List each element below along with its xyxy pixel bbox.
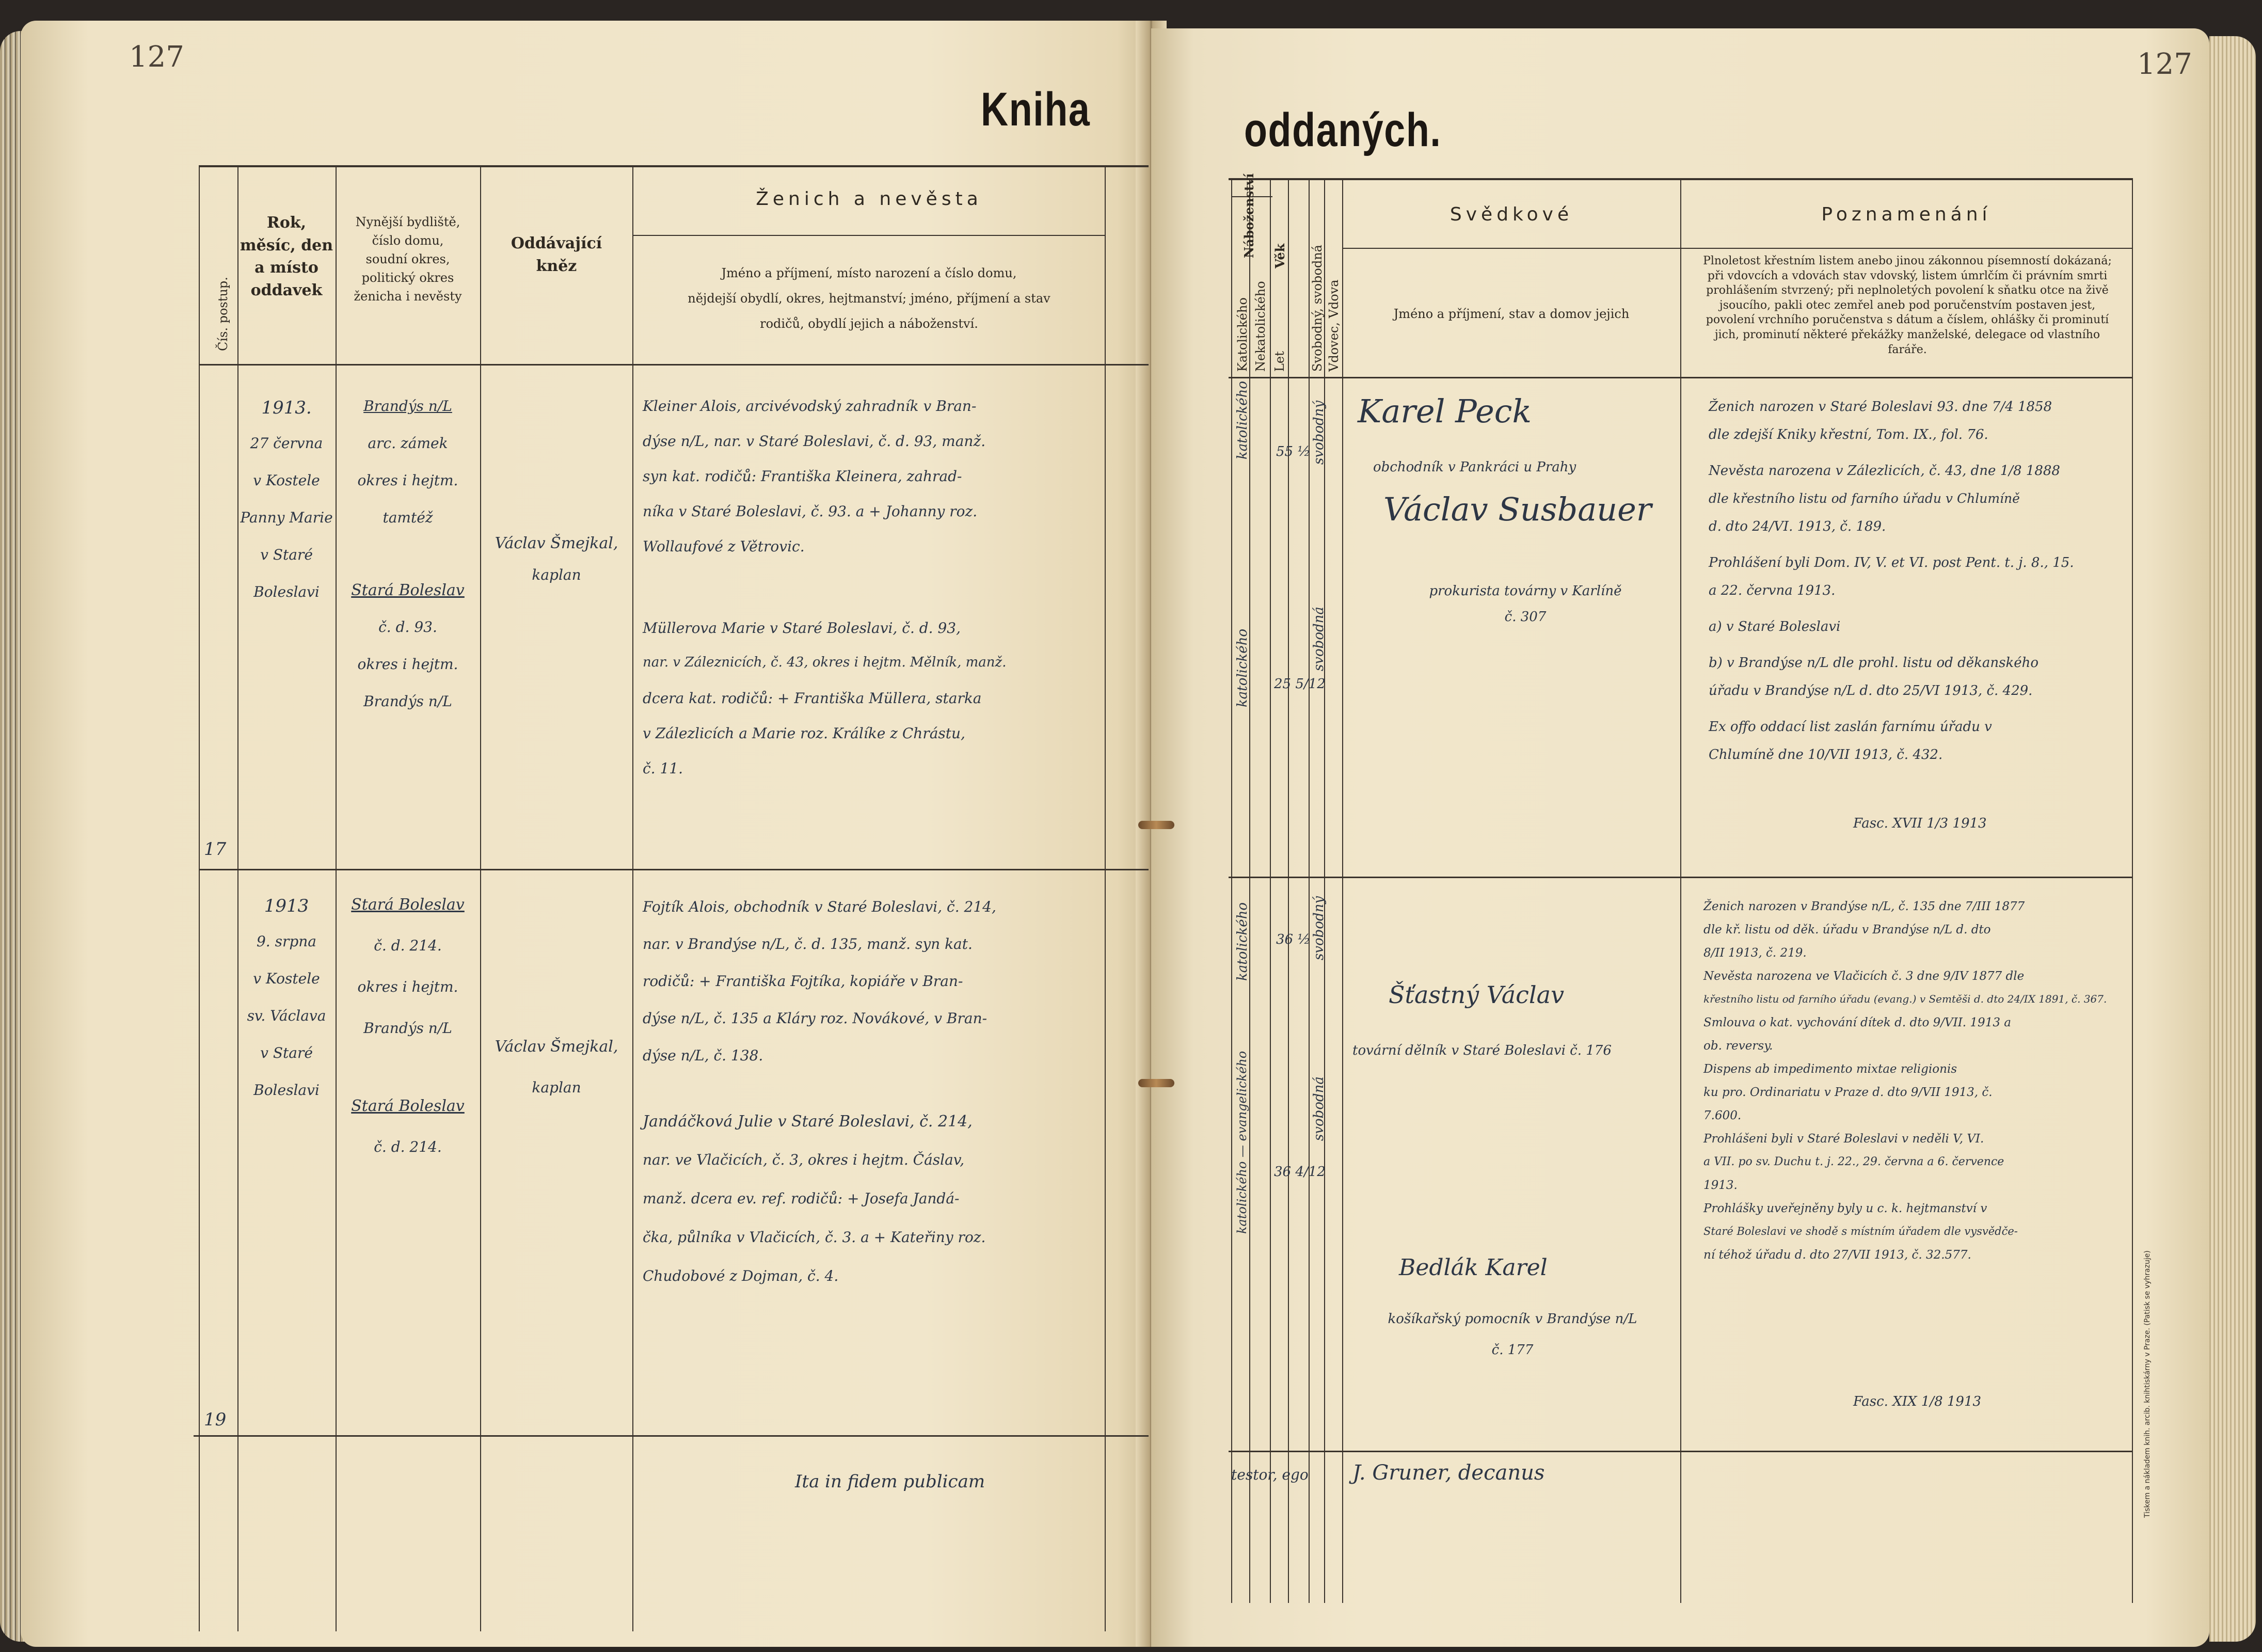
- fasc-reference: Fasc. XIX 1/8 1913: [1853, 1394, 1982, 1409]
- groom-line: níka v Staré Boleslavi, č. 93. a + Johanny roz.: [643, 503, 978, 520]
- residence-line: tamtéž: [383, 509, 433, 526]
- priest-line: kaplan: [532, 566, 581, 583]
- header-let: Let: [1272, 351, 1287, 372]
- residence-line: Stará Boleslav: [351, 1097, 465, 1115]
- entry-residence: [337, 398, 479, 730]
- left-entries-bottom: [194, 1435, 1149, 1437]
- header-nabozenstvi: Náboženství: [1241, 173, 1256, 258]
- bride-status: svobodná: [1311, 1076, 1327, 1141]
- header-poznamenani: Poznamenání: [1821, 204, 1992, 225]
- remark-line: dle zdejší Kniky křestní, Tom. IX., fol. 76.: [1709, 427, 1988, 442]
- right-col-border: [1309, 178, 1310, 1603]
- right-col-border: [1288, 178, 1289, 1603]
- groom-line: Kleiner Alois, arcivévodský zahradník v Bran-: [643, 398, 977, 415]
- remark-line: 7.600.: [1703, 1109, 1742, 1122]
- priest-line: Václav Šmejkal,: [495, 1038, 618, 1056]
- entry-residence: [337, 896, 479, 1176]
- date-line: 9. srpna: [256, 933, 317, 950]
- right-header-split: [1342, 248, 2132, 249]
- left-col-border: [1105, 165, 1106, 1631]
- remark-line: Chlumíně dne 10/VII 1913, č. 432.: [1709, 747, 1943, 763]
- date-line: Panny Marie: [240, 509, 333, 526]
- entry-bride: [643, 620, 1102, 795]
- witness-signature: Karel Peck: [1358, 392, 1532, 430]
- binding-thread: [1138, 821, 1174, 829]
- groom-line: dýse n/L, č. 135 a Kláry roz. Novákové, v Bran-: [643, 1010, 987, 1027]
- residence-line: okres i hejtm.: [357, 656, 458, 673]
- bride-status: svobodná: [1311, 607, 1327, 671]
- witness-signature: Šťastný Václav: [1389, 981, 1565, 1009]
- date-line: Boleslavi: [253, 583, 320, 600]
- witness-desc-line: č. 307: [1504, 609, 1547, 625]
- residence-line: Stará Boleslav: [351, 581, 465, 599]
- header-poznamenani-sub: Plnoletost křestním listem anebo jinou zákonnou písemností dokázaná; při vdovcích a vdovách stav vdovský, listem úmrlčím či právním smrti prohlášením stvrzený; při neplnoletých povolení k sňatku otce na živě jsoucího, pakli otec zemřel aneb pod poručenstvím postaven jest, povolení vrchního poručenstva s dátum a číslem, ohlášky či prominutí jich, prominutí některé překážky manželské, delegace od vlastního faráře.: [1703, 255, 2112, 356]
- date-line: 1913: [264, 896, 309, 916]
- entry-number: 19: [204, 1409, 227, 1430]
- date-line: v Staré: [260, 1044, 313, 1061]
- left-table-top: [199, 165, 1149, 167]
- groom-age: 55 ½: [1276, 444, 1311, 459]
- bride-age: 25 5/12: [1274, 676, 1326, 692]
- remark-line: Dispens ab impedimento mixtae religionis: [1703, 1062, 1957, 1076]
- remark-line: dle kř. listu od děk. úřadu v Brandýse n/L d. dto: [1703, 923, 1991, 936]
- groom-status: svobodný: [1311, 896, 1327, 960]
- remark-line: ob. reversy.: [1703, 1039, 1773, 1053]
- right-col-border: [2132, 178, 2133, 1603]
- date-line: v Staré: [260, 546, 313, 563]
- right-col-border: [1342, 178, 1343, 1603]
- groom-status: svobodný: [1311, 400, 1327, 465]
- remark-line: a 22. června 1913.: [1709, 583, 1836, 598]
- date-line: sv. Václava: [247, 1007, 326, 1024]
- left-page-number: 127: [129, 40, 184, 74]
- remark-line: 1913.: [1703, 1179, 1738, 1192]
- bride-line: Jandáčková Julie v Staré Boleslavi, č. 214,: [643, 1113, 973, 1131]
- header-svedkove-sub: Jméno a příjmení, stav a domov jejich: [1393, 307, 1630, 321]
- header-zenich-nevesta: Ženich a nevěsta: [756, 188, 982, 210]
- residence-line: arc. zámek: [368, 435, 448, 452]
- date-line: 27 června: [250, 435, 323, 452]
- header-cislo-postup: Čís. postup.: [216, 277, 230, 351]
- binding-thread: [1138, 1079, 1174, 1087]
- left-header-split: [632, 235, 1105, 236]
- groom-line: nar. v Brandýse n/L, č. d. 135, manž. syn kat.: [643, 935, 973, 952]
- groom-age: 36 ½: [1276, 932, 1311, 947]
- remark-line: b) v Brandýse n/L dle prohl. listu od děkanského: [1709, 655, 2038, 671]
- header-vdovec: Vdovec, Vdova: [1327, 279, 1341, 372]
- witness-signature: Bedlák Karel: [1399, 1254, 1548, 1281]
- bride-line: v Zálezlicích a Marie roz. Králíke z Chrástu,: [643, 725, 965, 742]
- remark-line: dle křestního listu od farního úřadu v Chlumíně: [1709, 491, 2020, 506]
- entry-date-place: [238, 398, 334, 621]
- groom-line: syn kat. rodičů: Františka Kleinera, zahrad-: [643, 468, 962, 485]
- witness-desc-line: č. 177: [1491, 1342, 1534, 1358]
- entry-number: 17: [204, 839, 227, 860]
- header-katolicke: Katolického: [1235, 297, 1250, 372]
- residence-line: Brandýs n/L: [363, 1020, 452, 1037]
- groom-line: Fojtík Alois, obchodník v Staré Boleslavi, č. 214,: [643, 898, 996, 915]
- bride-line: č. 11.: [643, 760, 683, 777]
- groom-line: rodičů: + Františka Fojtíka, kopiáře v Bran-: [643, 973, 963, 990]
- fasc-reference: Fasc. XVII 1/3 1913: [1853, 816, 1987, 831]
- groom-line: dýse n/L, č. 138.: [643, 1047, 763, 1064]
- bride-line: Müllerova Marie v Staré Boleslavi, č. d. 93,: [643, 620, 961, 637]
- right-col-border: [1324, 178, 1325, 1603]
- remark-line: Staré Boleslavi ve shodě s místním úřadem dle vysvědče-: [1703, 1225, 2018, 1237]
- remark-line: Prohlášeni byli v Staré Boleslavi v neděli V, VI.: [1703, 1132, 1984, 1146]
- priest-line: kaplan: [532, 1079, 581, 1096]
- header-svedkove: Svědkové: [1449, 204, 1573, 225]
- residence-line: Stará Boleslav: [351, 896, 465, 914]
- remark-line: 8/II 1913, č. 219.: [1703, 946, 1807, 960]
- left-col-border: [199, 165, 200, 1631]
- groom-line: Wollaufové z Větrovic.: [643, 538, 805, 555]
- bride-religion: katolického: [1235, 628, 1250, 707]
- left-header-bottom: [199, 364, 1149, 366]
- remark-line: Prohlášení byli Dom. IV, V. et VI. post Pent. t. j. 8., 15.: [1709, 555, 2074, 570]
- remark-line: Nevěsta narozena v Zálezlicích, č. 43, dne 1/8 1888: [1709, 463, 2060, 479]
- remark-line: Ženich narozen v Brandýse n/L, č. 135 dne 7/III 1877: [1703, 900, 2025, 913]
- remark-line: d. dto 24/VI. 1913, č. 189.: [1709, 519, 1886, 534]
- bride-line: Chudobové z Dojman, č. 4.: [643, 1267, 839, 1284]
- residence-line: okres i hejtm.: [357, 472, 458, 489]
- remark-line: Smlouva o kat. vychování dítek d. dto 9/VII. 1913 a: [1703, 1016, 2011, 1029]
- header-nekatolicke: Nekatolického: [1253, 281, 1268, 372]
- left-col-border: [480, 165, 481, 1631]
- witness-description: obchodník v Pankráci u Prahy: [1373, 459, 1576, 475]
- remarks: [1709, 400, 2127, 776]
- remark-line: ku pro. Ordinariatu v Praze d. dto 9/VII 1913, č.: [1703, 1086, 1993, 1099]
- residence-line: okres i hejtm.: [357, 978, 458, 995]
- right-col-border: [1231, 178, 1232, 1603]
- date-line: v Kostele: [253, 970, 320, 987]
- remark-line: Ex offo oddací list zaslán farnímu úřadu v: [1709, 719, 1992, 735]
- header-oddavajici: Oddávající kněz: [511, 234, 602, 275]
- bride-line: dcera kat. rodičů: + Františka Müllera, starka: [643, 690, 982, 707]
- bride-line: nar. ve Vlačicích, č. 3, okres i hejtm. Čáslav,: [643, 1151, 965, 1168]
- remark-line: Ženich narozen v Staré Boleslavi 93. dne 7/4 1858: [1709, 399, 2052, 415]
- remark-line: křestního listu od farního úřadu (evang.) v Semtěši d. dto 24/IX 1891, č. 367.: [1703, 993, 2107, 1005]
- witness-desc-line: košíkařský pomocník v Brandýse n/L: [1388, 1311, 1637, 1327]
- remark-line: ní téhož úřadu d. dto 27/VII 1913, č. 32.577.: [1703, 1248, 1971, 1262]
- bride-line: nar. v Záleznicích, č. 43, okres i hejtm. Mělník, manž.: [643, 655, 1007, 670]
- priest-line: Václav Šmejkal,: [495, 534, 618, 552]
- date-line: v Kostele: [253, 472, 320, 489]
- witness-description: tovární dělník v Staré Boleslavi č. 176: [1352, 1043, 1612, 1058]
- remarks: [1703, 901, 2127, 1273]
- date-line: 1913.: [261, 398, 312, 418]
- right-page-number: 127: [2137, 47, 2192, 81]
- page-edges-right: [2209, 36, 2256, 1642]
- left-col-border: [632, 165, 633, 1631]
- residence-line: Brandýs n/L: [363, 398, 452, 415]
- right-col-border: [1680, 178, 1681, 1603]
- residence-line: č. d. 214.: [374, 937, 442, 954]
- groom-religion: katolického: [1235, 380, 1250, 459]
- left-entry-divider: [199, 869, 1149, 870]
- header-svobodny: Svobodný, svobodná: [1310, 245, 1325, 372]
- bride-line: manž. dcera ev. ref. rodičů: + Josefa Jandá-: [643, 1190, 960, 1207]
- groom-line: dýse n/L, nar. v Staré Boleslavi, č. d. 93, manž.: [643, 433, 986, 450]
- right-col-border: [1270, 178, 1271, 1603]
- title-kniha: Kniha: [981, 83, 1091, 136]
- left-footer-text: Ita in fidem publicam: [795, 1471, 985, 1492]
- witness-signature: Václav Susbauer: [1383, 490, 1652, 528]
- entry-groom: [643, 398, 1102, 573]
- entry-priest: [481, 1038, 632, 1096]
- remark-line: a) v Staré Boleslavi: [1709, 619, 1841, 634]
- witness-description: [1373, 583, 1678, 625]
- witness-desc-line: prokurista továrny v Karlíně: [1429, 583, 1622, 599]
- residence-line: Brandýs n/L: [363, 693, 452, 710]
- remark-line: úřadu v Brandýse n/L d. dto 25/VI 1913, č. 429.: [1709, 683, 2033, 698]
- entry-groom: [643, 898, 1102, 1084]
- header-bydliste: Nynější bydliště, číslo domu, soudní okres, politický okres ženicha i nevěsty: [354, 215, 462, 304]
- footer-testor: testor, ego: [1231, 1466, 1309, 1483]
- residence-line: č. d. 214.: [374, 1138, 442, 1155]
- header-vek: Věk: [1272, 243, 1287, 268]
- header-rok: Rok, měsíc, den a místo oddavek: [240, 214, 333, 299]
- remark-line: a VII. po sv. Duchu t. j. 22., 29. června a 6. července: [1703, 1155, 2004, 1168]
- entry-date-place: [238, 896, 334, 1119]
- dean-signature: J. Gruner, decanus: [1352, 1461, 1545, 1485]
- title-oddanych: oddaných.: [1244, 104, 1442, 156]
- remark-line: Prohlášky uveřejněny byly u c. k. hejtmanství v: [1703, 1202, 1987, 1215]
- header-zenich-nevesta-sub: Jméno a příjmení, místo narození a číslo domu, nějdejší obydlí, okres, hejtmanství; jméno, příjmení a stav rodičů, obydlí jejich a náboženství.: [688, 266, 1050, 331]
- bride-religion: katolického — evangelického: [1235, 1051, 1249, 1234]
- bride-line: čka, půlníka v Vlačicích, č. 3. a + Kateřiny roz.: [643, 1229, 986, 1246]
- witness-description: [1347, 1311, 1678, 1358]
- entry-priest: [481, 534, 632, 583]
- residence-line: č. d. 93.: [378, 618, 437, 636]
- entry-bride: [643, 1113, 1102, 1306]
- printer-note: Tiskem a nákladem knih. arcib. knihtiskárny v Praze. (Patisk se vyhrazuje): [2143, 1250, 2152, 1518]
- remark-line: Nevěsta narozena ve Vlačicích č. 3 dne 9/IV 1877 dle: [1703, 970, 2025, 983]
- groom-religion: katolického: [1235, 902, 1250, 981]
- bride-age: 36 4/12: [1274, 1164, 1326, 1180]
- date-line: Boleslavi: [253, 1082, 320, 1099]
